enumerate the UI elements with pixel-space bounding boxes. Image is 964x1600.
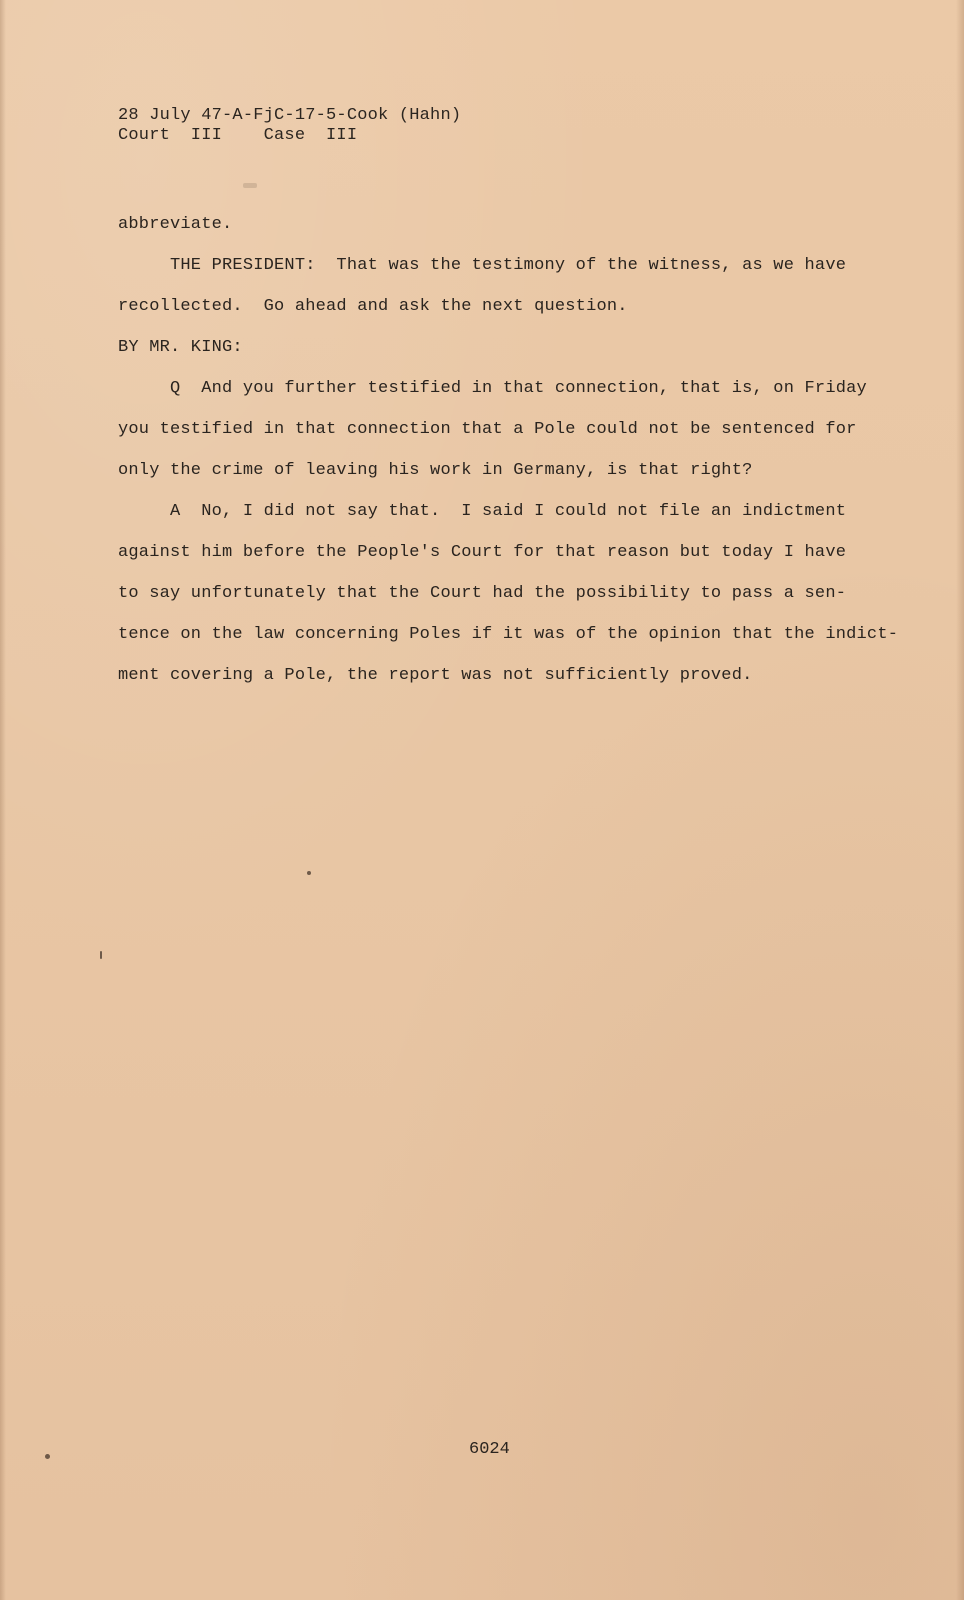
transcript-line: tence on the law concerning Poles if it was of the opinion that the indict- bbox=[118, 625, 899, 644]
paper-speck bbox=[100, 951, 102, 959]
paper-speck bbox=[307, 871, 311, 875]
transcript-line: Q And you further testified in that connection, that is, on Friday bbox=[118, 379, 867, 398]
header-line-court-case: Court III Case III bbox=[118, 126, 358, 145]
transcript-line: against him before the People's Court for that reason but today I have bbox=[118, 543, 847, 562]
page-edge-right bbox=[956, 0, 964, 1600]
transcript-line: THE PRESIDENT: That was the testimony of the witness, as we have bbox=[118, 256, 847, 275]
transcript-line: you testified in that connection that a Pole could not be sentenced for bbox=[118, 420, 857, 439]
paper-speck bbox=[243, 183, 257, 188]
transcript-line: A No, I did not say that. I said I could not file an indictment bbox=[118, 502, 847, 521]
document-header bbox=[118, 106, 461, 146]
transcript-line: BY MR. KING: bbox=[118, 338, 243, 357]
paper-speck bbox=[45, 1454, 50, 1459]
transcript-line: ment covering a Pole, the report was not sufficiently proved. bbox=[118, 666, 753, 685]
transcript-line: only the crime of leaving his work in Germany, is that right? bbox=[118, 461, 753, 480]
header-line-date-reference: 28 July 47-A-FjC-17-5-Cook (Hahn) bbox=[118, 106, 462, 125]
transcript-line: abbreviate. bbox=[118, 215, 233, 234]
transcript-line: to say unfortunately that the Court had the possibility to pass a sen- bbox=[118, 584, 847, 603]
transcript-line: recollected. Go ahead and ask the next question. bbox=[118, 297, 628, 316]
page-edge-left bbox=[0, 0, 6, 1600]
page-number: 6024 bbox=[469, 1440, 510, 1459]
